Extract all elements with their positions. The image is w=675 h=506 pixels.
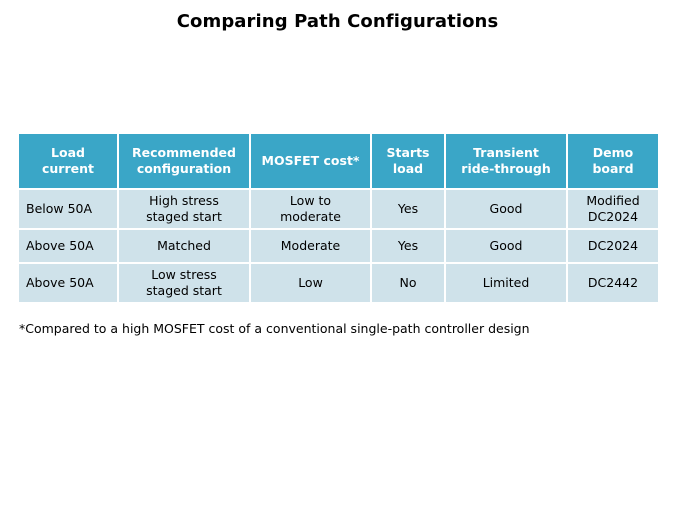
cell-text: Above 50A — [26, 238, 94, 253]
cell-mosfet-cost — [250, 189, 371, 229]
header-text-line: configuration — [136, 161, 232, 176]
table-row — [18, 263, 659, 303]
cell-text: DC2024 — [587, 238, 639, 253]
header-mosfet-cost — [250, 133, 371, 189]
header-text-line: Recommended — [132, 145, 236, 160]
cell-text: High stress — [149, 193, 219, 208]
cell-starts-load — [371, 189, 445, 229]
header-text-line: Demo — [592, 145, 634, 160]
cell-demo-board — [567, 189, 659, 229]
cell-transient — [445, 229, 567, 263]
cell-text: Above 50A — [26, 275, 94, 290]
cell-load-current — [18, 263, 118, 303]
cell-transient — [445, 263, 567, 303]
cell-text: Yes — [397, 201, 419, 216]
table-row — [18, 229, 659, 263]
cell-configuration — [118, 263, 250, 303]
header-text-line: board — [592, 161, 634, 176]
cell-text: Good — [489, 201, 523, 216]
table-row — [18, 189, 659, 229]
cell-text: Good — [489, 238, 523, 253]
header-transient-ride-through — [445, 133, 567, 189]
cell-text: staged start — [146, 283, 222, 298]
cell-text: staged start — [146, 209, 222, 224]
header-text-line: MOSFET cost* — [261, 153, 360, 168]
cell-text: Modified — [586, 193, 640, 208]
cell-text: Matched — [157, 238, 211, 253]
cell-text: Yes — [397, 238, 419, 253]
cell-starts-load — [371, 263, 445, 303]
header-demo-board — [567, 133, 659, 189]
header-text-line: load — [392, 161, 424, 176]
cell-load-current — [18, 189, 118, 229]
cell-text: DC2442 — [587, 275, 639, 290]
cell-starts-load — [371, 229, 445, 263]
cell-text: Low to — [289, 193, 332, 208]
header-text-line: current — [42, 161, 94, 176]
header-text-line: ride-through — [461, 161, 551, 176]
cell-text: No — [399, 275, 417, 290]
cell-mosfet-cost — [250, 263, 371, 303]
cell-configuration — [118, 189, 250, 229]
cell-demo-board — [567, 263, 659, 303]
page-title: Comparing Path Configurations — [176, 11, 499, 32]
header-starts-load — [371, 133, 445, 189]
cell-text: DC2024 — [587, 209, 639, 224]
cell-configuration — [118, 229, 250, 263]
cell-transient — [445, 189, 567, 229]
cell-text: Limited — [482, 275, 530, 290]
header-recommended-configuration — [118, 133, 250, 189]
comparison-table — [17, 132, 660, 304]
cell-text: moderate — [280, 209, 341, 224]
cell-load-current — [18, 229, 118, 263]
cell-text: Low — [298, 275, 323, 290]
header-text-line: Starts — [386, 145, 430, 160]
header-text-line: Load — [51, 145, 85, 160]
cell-text: Moderate — [280, 238, 341, 253]
cell-text: Low stress — [151, 267, 217, 282]
table-header-row — [18, 133, 659, 189]
header-text-line: Transient — [473, 145, 539, 160]
header-load-current — [18, 133, 118, 189]
cell-text: Below 50A — [26, 201, 93, 216]
cell-mosfet-cost — [250, 229, 371, 263]
footnote: *Compared to a high MOSFET cost of a conventional single-path controller design — [19, 321, 530, 336]
cell-demo-board — [567, 229, 659, 263]
